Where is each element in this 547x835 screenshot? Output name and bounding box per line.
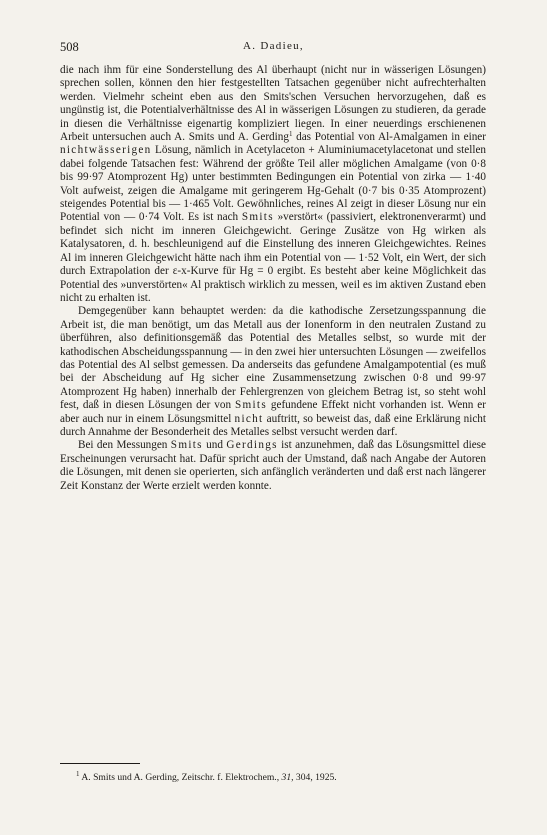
text-run: das Potential von Al-Amalgamen in einer bbox=[292, 131, 486, 144]
footnote-pages-year: 304, 1925. bbox=[295, 772, 337, 783]
footnote-volume: 31, bbox=[281, 772, 294, 783]
text-run: gefundene Effekt nicht vorhanden ist. Wenn er aber auch nur in einem Lösungsmittel bbox=[60, 399, 486, 425]
body-text bbox=[60, 64, 486, 493]
emphasized-text: nicht bbox=[234, 412, 264, 425]
paragraph bbox=[60, 64, 486, 305]
text-run: Bei den Messungen bbox=[78, 439, 171, 452]
text-run: die nach ihm für eine Sonderstellung des Al überhaupt (nicht nur in wässerigen Lösungen) sprechen sollen, können den hier festgestellten Tatsachen gegenüber nicht aufrechterhalten werden. Vielmehr scheint eben aus den Smits'schen Versuchen hervorzugehen, daß es ungünstig ist, die Potentialverhältnisse des Al in wässerigen Lösungen zu studieren, da gerade in diesen die Verhältnisse eigenartig kompliziert liegen. In einer neuerdings erschienenen Arbeit untersuchen auch A. Smits und A. Gerding bbox=[60, 64, 486, 144]
text-run: Lösung, nämlich in Acetylaceton + Aluminiumacetylacetonat und stellen dabei folgende Tatsachen fest: Während der größte Teil aller möglichen Amalgame (von 0·8 bis 99·97 Atomprozent Hg) unter bestimmten Bedingungen ein Potential von zirka — 1·40 Volt aufweist, zeigen die Amalgame mit geringerem Hg-Gehalt (0·7 bis 0·35 Atomprozent) steigendes Potential bis — 1·465 Volt. Gewöhnliches, reines Al zeigt in dieser Lösung nur ein Potential von — 0·74 Volt. Es ist nach bbox=[60, 144, 486, 224]
footnote-marker: 1 bbox=[76, 770, 80, 778]
footnote-authors: A. Smits und A. Gerding, bbox=[81, 772, 180, 783]
text-run: Demgegenüber kann behauptet werden: da die kathodische Zersetzungsspannung die Arbeit ist, die man benötigt, um das Metall aus der Ionenform in den neutralen Zustand zu überführen, also definitionsgemäß das Potential des Metalles selbst, so wurde mit der kathodischen Abscheidungsspannung — in den zwei hier untersuchten Lösungen — zweifellos das Potential des Al selbst gemessen. Da anderseits das gefundene Amalgampotential (es muß bei der Abscheidung auf Hg sicher eine Zusammensetzung zwischen 0·8 und 99·97 Atomprozent Hg haben) innerhalb der Fehlergrenzen von gleichem Betrag ist, so steht wohl fest, daß in diesen Lösungen der von bbox=[60, 305, 486, 412]
text-run: auftritt, so beweist das, daß eine Erklärung nicht durch Annahme der Besonderheit des Metalles selbst versucht werden darf. bbox=[60, 412, 486, 438]
text-run: ist anzunehmen, daß das Lösungsmittel diese Erscheinungen verursacht hat. Dafür spricht auch der Umstand, daß nach Angabe der Autoren die Lösungen, mit denen sie operierten, sich anfänglich veränderten und daß erst nach längerer Zeit Konstanz der Werte erzielt werden konnte. bbox=[60, 439, 487, 492]
text-run: und bbox=[202, 439, 227, 452]
footnote bbox=[76, 772, 486, 784]
footnote-rule bbox=[60, 763, 140, 764]
running-title: A. Dadieu, bbox=[243, 40, 304, 52]
running-head bbox=[60, 40, 487, 56]
page-number: 508 bbox=[60, 40, 79, 54]
emphasized-text: Smits bbox=[170, 439, 203, 452]
paragraph bbox=[60, 439, 486, 493]
emphasized-text: Smits bbox=[241, 211, 274, 224]
emphasized-text: nichtwässerigen bbox=[60, 144, 152, 157]
text-run: »verstört« (passiviert, elektronenverarmt) und befindet sich nicht im inneren Gleichgewicht. Geringe Zusätze von Hg wirken als Katalysatoren, d. h. beschleunigend auf die Einstellung des inneren Gleichgewichtes. Reines Al im inneren Gleichgewicht hätte nach ihm ein Potential von — 1·52 Volt, ein Wert, der sich durch Extrapolation der ε-x-Kurve für Hg = 0 ergibt. Es besteht aber keine Möglichkeit das Potential des »unverstörten« Al praktisch wirklich zu messen, weil es im aktiven Zustand eben nicht zu erhalten ist. bbox=[60, 211, 486, 304]
paragraph bbox=[60, 305, 486, 439]
footnote-journal: Zeitschr. f. Elektrochem., bbox=[181, 772, 280, 783]
emphasized-text: Smits bbox=[234, 399, 267, 412]
emphasized-text: Gerdings bbox=[226, 439, 278, 452]
footnote-reference: 1 bbox=[288, 130, 293, 139]
